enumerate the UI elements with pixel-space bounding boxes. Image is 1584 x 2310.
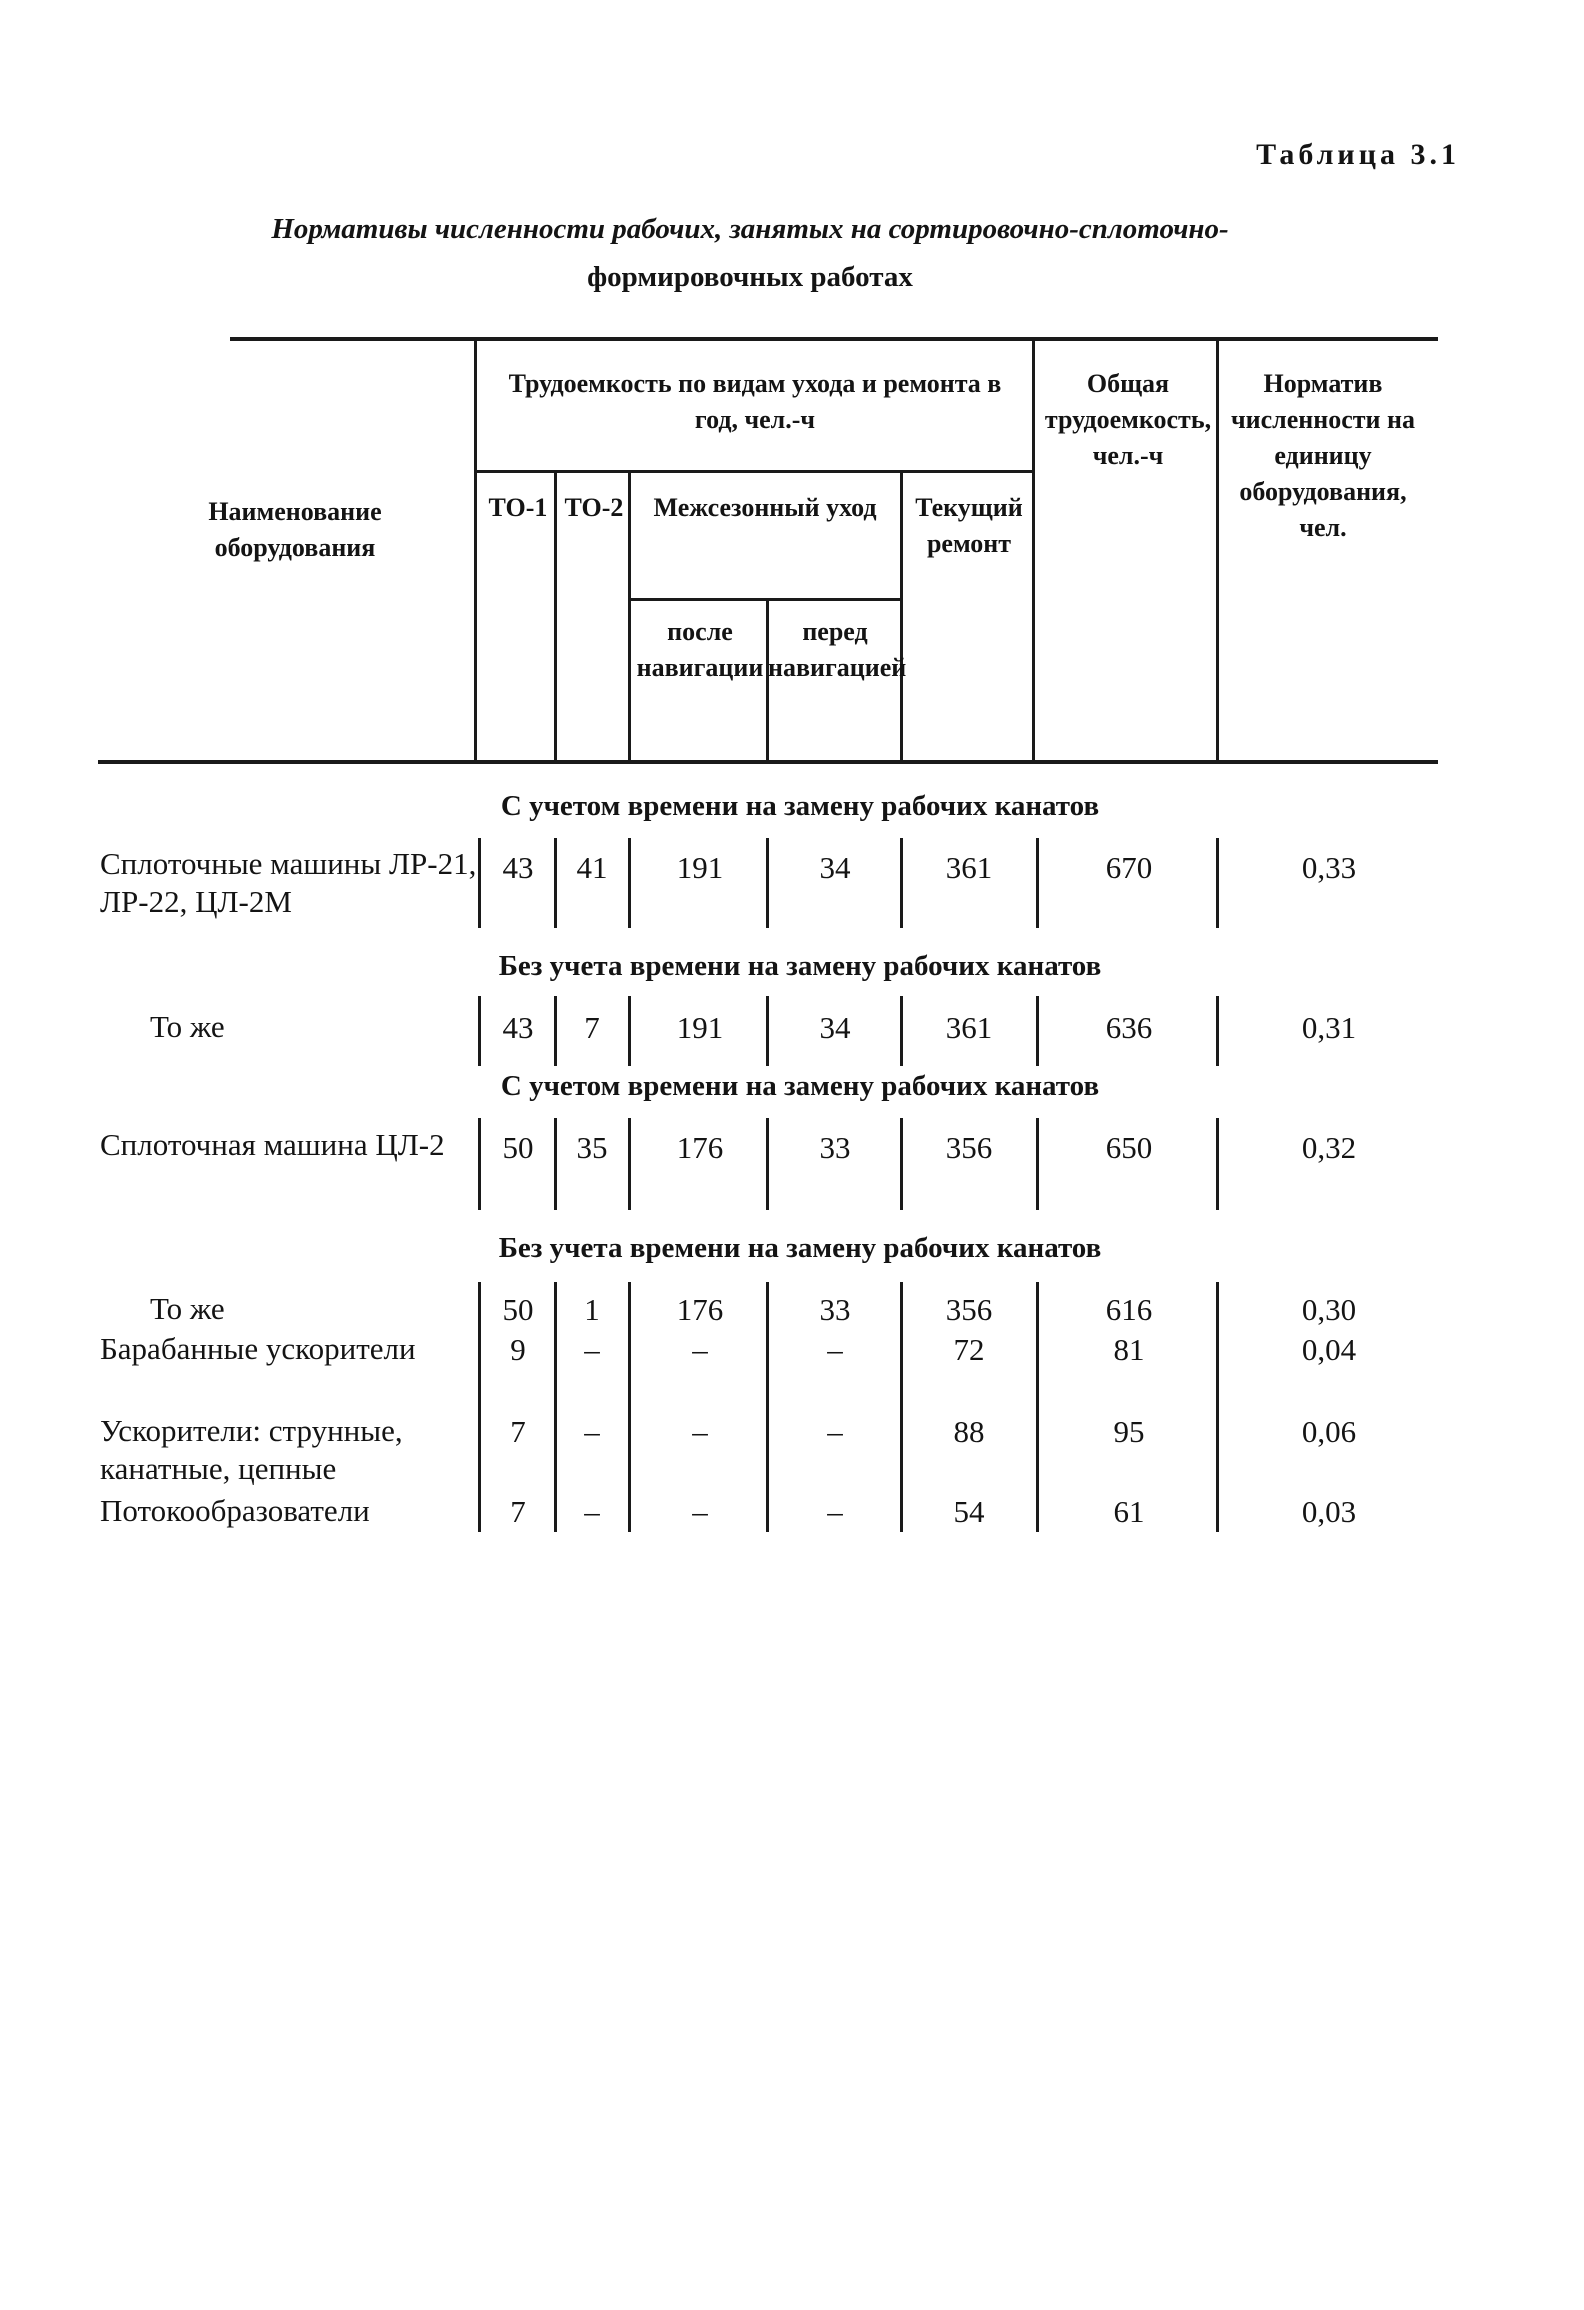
- cell-after-navigation: 191: [676, 850, 724, 885]
- cell-current-repair: 88: [953, 1414, 985, 1449]
- cell-after-navigation: 176: [676, 1292, 724, 1327]
- cell-to1: 50: [502, 1292, 534, 1327]
- cell-norm: 0,31: [1301, 1010, 1357, 1045]
- cell-to1: 43: [502, 1010, 534, 1045]
- cell-total-labor: 650: [1105, 1130, 1153, 1165]
- cell-after-navigation: 191: [676, 1010, 724, 1045]
- cell-to2: 7: [584, 1010, 600, 1045]
- table-row-name: Барабанные ускорители: [100, 1331, 416, 1366]
- body-vline: [900, 1282, 903, 1532]
- table-title-line2: формировочных работах: [587, 261, 913, 293]
- table-title-line1: Нормативы численности рабочих, занятых на сортировочно-сплоточно-: [271, 213, 1229, 245]
- cell-current-repair: 54: [953, 1494, 985, 1529]
- header-to2: ТО-2: [564, 493, 624, 522]
- table-row-name: Сплоточные машины ЛР-21, ЛР-22, ЦЛ-2М: [100, 846, 477, 919]
- cell-norm: 0,33: [1301, 850, 1357, 885]
- section-caption: Без учета времени на замену рабочих канатов: [498, 950, 1102, 982]
- cell-to2: 1: [584, 1292, 600, 1327]
- cell-to1: 7: [510, 1494, 526, 1529]
- cell-current-repair: 356: [945, 1292, 993, 1327]
- header-interseason: Межсезонный уход: [653, 493, 877, 522]
- table-row-name: Потокообразователи: [100, 1493, 370, 1528]
- cell-to2: –: [584, 1414, 600, 1449]
- cell-before-navigation: –: [827, 1332, 843, 1367]
- cell-to1: 43: [502, 850, 534, 885]
- section-caption: Без учета времени на замену рабочих канатов: [498, 1232, 1102, 1264]
- cell-current-repair: 361: [945, 850, 993, 885]
- body-vline: [478, 1118, 481, 1210]
- header-labor-intensity: Трудоемкость по видам ухода и ремонта в год, чел.-ч: [508, 369, 1002, 434]
- body-vline: [900, 996, 903, 1066]
- cell-current-repair: 356: [945, 1130, 993, 1165]
- cell-after-navigation: –: [692, 1332, 708, 1367]
- cell-to2: –: [584, 1494, 600, 1529]
- cell-total-labor: 636: [1105, 1010, 1153, 1045]
- body-vline: [478, 838, 481, 928]
- body-vline: [628, 1282, 631, 1532]
- cell-to2: 41: [576, 850, 608, 885]
- cell-before-navigation: 33: [819, 1130, 851, 1165]
- cell-norm: 0,06: [1301, 1414, 1357, 1449]
- labor-sub-rule: [476, 470, 1034, 473]
- cell-before-navigation: –: [827, 1414, 843, 1449]
- cell-norm: 0,32: [1301, 1130, 1357, 1165]
- cell-to1: 50: [502, 1130, 534, 1165]
- cell-current-repair: 361: [945, 1010, 993, 1045]
- table-row-name: То же: [150, 1291, 225, 1326]
- table-row-name: Сплоточная машина ЦЛ-2: [100, 1127, 445, 1162]
- cell-before-navigation: 33: [819, 1292, 851, 1327]
- body-vline: [628, 996, 631, 1066]
- header-bottom-rule: [98, 760, 1438, 764]
- table-title: [170, 205, 1330, 301]
- cell-after-navigation: 176: [676, 1130, 724, 1165]
- cell-total-labor: 95: [1113, 1414, 1145, 1449]
- header-after-navigation: после навигации: [636, 617, 764, 682]
- body-vline: [900, 838, 903, 928]
- cell-after-navigation: –: [692, 1494, 708, 1529]
- page-number: Таблица 3.1: [1256, 138, 1460, 171]
- body-vline: [628, 838, 631, 928]
- header-to1: ТО-1: [488, 493, 548, 522]
- cell-to2: –: [584, 1332, 600, 1367]
- cell-total-labor: 61: [1113, 1494, 1145, 1529]
- cell-before-navigation: 34: [819, 1010, 851, 1045]
- cell-to2: 35: [576, 1130, 608, 1165]
- section-caption: С учетом времени на замену рабочих канатов: [500, 1070, 1100, 1102]
- header-before-navigation: перед навигацией: [768, 617, 907, 682]
- header-top-rule: [230, 337, 1438, 341]
- body-vline: [900, 1118, 903, 1210]
- cell-current-repair: 72: [953, 1332, 985, 1367]
- cell-before-navigation: –: [827, 1494, 843, 1529]
- interseason-sub-rule: [628, 598, 902, 601]
- table-row-name: Ускорители: струнные, канатные, цепные: [100, 1413, 403, 1486]
- section-caption: С учетом времени на замену рабочих канатов: [500, 790, 1100, 822]
- header-current-repair: Текущий ремонт: [915, 493, 1023, 558]
- cell-to1: 9: [510, 1332, 526, 1367]
- body-vline: [628, 1118, 631, 1210]
- table-row-name: То же: [150, 1009, 225, 1044]
- cell-norm: 0,03: [1301, 1494, 1357, 1529]
- cell-after-navigation: –: [692, 1414, 708, 1449]
- header-total-labor: Общая трудоемкость, чел.-ч: [1044, 369, 1212, 470]
- cell-total-labor: 81: [1113, 1332, 1145, 1367]
- cell-norm: 0,04: [1301, 1332, 1357, 1367]
- cell-total-labor: 670: [1105, 850, 1153, 885]
- cell-before-navigation: 34: [819, 850, 851, 885]
- body-vline: [478, 996, 481, 1066]
- header-equipment-name: Наименование оборудования: [208, 497, 382, 562]
- cell-total-labor: 616: [1105, 1292, 1153, 1327]
- header-vline: [474, 341, 477, 761]
- cell-norm: 0,30: [1301, 1292, 1357, 1327]
- cell-to1: 7: [510, 1414, 526, 1449]
- header-norm: Норматив численности на единицу оборудования, чел.: [1230, 369, 1416, 542]
